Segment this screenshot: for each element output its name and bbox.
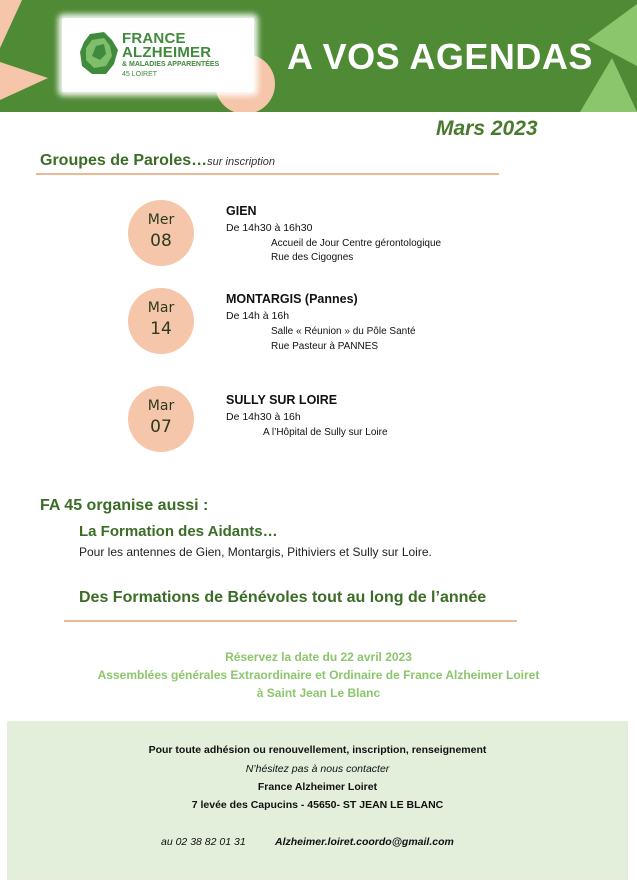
event-day: Mar	[147, 398, 175, 414]
event-date: 14	[150, 319, 172, 339]
footer-line: Pour toute adhésion ou renouvellement, inscription, renseignement	[148, 744, 487, 756]
event-day: Mer	[147, 212, 175, 228]
date-badge	[128, 288, 194, 354]
event-location-line: Rue Pasteur à PANNES	[271, 341, 379, 352]
logo-subtitle: & MALADIES APPARENTÉES	[122, 61, 220, 68]
date-badge	[128, 386, 194, 452]
section-title-also: FA 45 organise aussi :	[40, 497, 209, 514]
highlight-line: Réservez la date du 22 avril 2023	[225, 650, 412, 664]
logo-title-alzheimer: ALZHEIMER	[122, 44, 212, 61]
logo-title-france: FRANCE	[122, 30, 186, 47]
event-location-line: A l’Hôpital de Sully sur Loire	[263, 427, 388, 438]
event-time: De 14h30 à 16h30	[226, 222, 313, 234]
page-title: A VOS AGENDAS	[287, 36, 593, 77]
event-time: De 14h30 à 16h	[226, 411, 301, 423]
event-location-line: Rue des Cigognes	[271, 252, 354, 263]
event-city: SULLY SUR LOIRE	[226, 393, 338, 407]
footer-org: France Alzheimer Loiret	[257, 781, 378, 793]
footer-address: 7 levée des Capucins - 45650- ST JEAN LE BLANC	[191, 799, 444, 811]
event-time: De 14h à 16h	[226, 310, 290, 322]
event-city: MONTARGIS (Pannes)	[226, 292, 358, 306]
event-city: GIEN	[226, 204, 257, 218]
formation-benevoles-title: Des Formations de Bénévoles tout au long de l’année	[79, 589, 487, 606]
footer-email[interactable]: Alzheimer.loiret.coordo@gmail.com	[275, 836, 454, 848]
section-title-groups	[40, 152, 275, 170]
event-location-line: Salle « Réunion » du Pôle Santé	[271, 326, 416, 337]
highlight-line: à Saint Jean Le Blanc	[256, 686, 381, 700]
formation-aidants-desc: Pour les antennes de Gien, Montargis, Pithiviers et Sully sur Loire.	[79, 545, 432, 559]
france-map-icon	[78, 30, 120, 78]
groups-note: sur inscription	[207, 156, 276, 168]
event-day: Mar	[147, 300, 175, 316]
footer-phone[interactable]: au 02 38 82 01 31	[161, 836, 246, 848]
date-badge	[128, 200, 194, 266]
formation-aidants-title: La Formation des Aidants…	[79, 523, 278, 540]
event-date: 07	[150, 417, 172, 437]
divider	[64, 620, 517, 622]
logo-department: 45 LOIRET	[122, 71, 158, 78]
decor-triangle-left	[0, 62, 48, 100]
highlight-line: Assemblées générales Extraordinaire et Ordinaire de France Alzheimer Loiret	[97, 668, 540, 682]
divider	[36, 173, 499, 175]
event-location-line: Accueil de Jour Centre gérontologique	[271, 238, 442, 249]
decor-triangle-right	[588, 4, 637, 66]
footer-line: N’hésitez pas à nous contacter	[245, 763, 390, 775]
decor-triangle-top-left	[0, 0, 22, 48]
groups-title: Groupes de Paroles…	[40, 152, 208, 169]
month-label: Mars 2023	[436, 117, 538, 140]
event-date: 08	[150, 231, 172, 251]
